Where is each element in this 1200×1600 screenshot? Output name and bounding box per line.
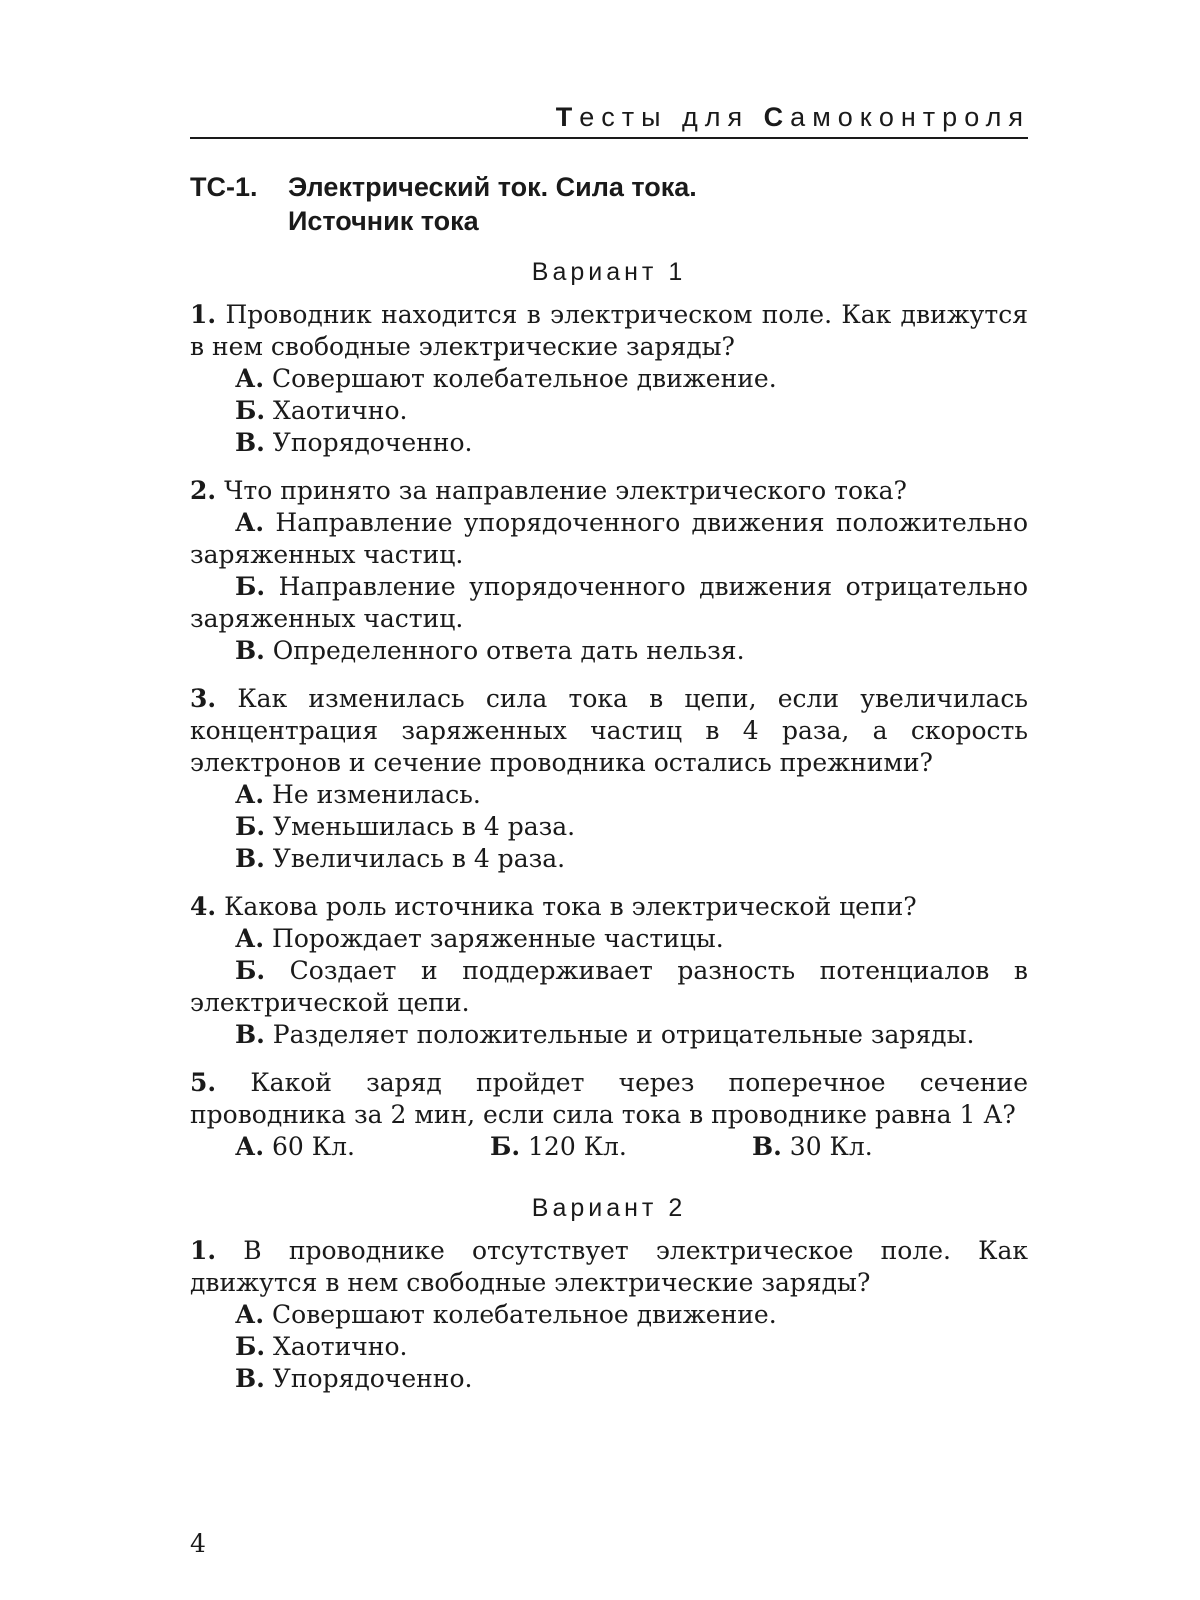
question-number: 1. [190,1236,217,1265]
answer-option-b [490,1131,752,1163]
answer-option-b [190,571,1028,635]
option-key: В. [752,1132,782,1161]
running-head [190,100,1030,134]
running-head-initial-2: С [763,102,791,132]
answer-option-a [235,1131,490,1163]
page-content [190,255,1028,1411]
option-text: 120 Кл. [528,1132,627,1161]
option-text: 60 Кл. [272,1132,355,1161]
option-key: В. [235,636,265,665]
answer-option-v [190,1363,1028,1395]
question-body: Проводник находится в электрическом поле. Как движутся в нем свободные электрические заряды? [190,300,1028,361]
option-key: Б. [235,956,266,985]
running-head-initial-1: Т [555,102,580,132]
question-text [190,299,1028,363]
answer-option-a [190,507,1028,571]
option-text: Совершают колебательное движение. [272,364,777,393]
answer-option-v [190,843,1028,875]
option-key: Б. [235,1332,266,1361]
question-number: 5. [190,1068,217,1097]
page-number: 4 [190,1529,206,1558]
question-number: 2. [190,476,217,505]
option-key: Б. [235,396,266,425]
option-text: Направление упорядоченного движения отрицательно заряженных частиц. [190,572,1028,633]
question-number: 4. [190,892,217,921]
answer-option-v [190,1019,1028,1051]
answer-option-v [752,1131,873,1163]
answer-option-a [190,1299,1028,1331]
option-text: Совершают колебательное движение. [272,1300,777,1329]
section-number: ТС-1. [190,172,258,202]
option-text: Разделяет положительные и отрицательные заряды. [272,1020,975,1049]
option-text: Направление упорядоченного движения положительно заряженных частиц. [190,508,1028,569]
option-text: Увеличилась в 4 раза. [272,844,566,873]
option-key: Б. [490,1132,521,1161]
section-title-line-2: Источник тока [288,206,479,236]
question-text [190,475,1028,507]
option-text: Упорядоченно. [272,428,473,457]
answer-option-a [190,779,1028,811]
option-text: Хаотично. [273,1332,408,1361]
option-key: А. [235,780,265,809]
option-text: Хаотично. [273,396,408,425]
question-body: В проводнике отсутствует электрическое поле. Как движутся в нем свободные электрические заряды? [190,1236,1029,1297]
answer-option-v [190,427,1028,459]
variant-1-heading: Вариант 1 [531,258,687,286]
option-key: А. [235,1300,265,1329]
question-text [190,683,1028,779]
answer-option-b [190,1331,1028,1363]
question-body: Какой заряд пройдет через поперечное сечение проводника за 2 мин, если сила тока в проводнике равна 1 А? [190,1068,1028,1129]
answer-option-b [190,955,1028,1019]
question-text [190,1067,1028,1131]
option-key: В. [235,844,265,873]
answer-options-row [190,1131,1028,1163]
answer-option-v [190,635,1028,667]
answer-option-a [190,923,1028,955]
answer-option-b [190,811,1028,843]
option-key: А. [235,1132,265,1161]
question-body: Что принято за направление электрического тока? [224,476,907,505]
option-text: Порождает заряженные частицы. [272,924,724,953]
option-key: Б. [235,812,266,841]
question-number: 3. [190,684,217,713]
question-v2-1 [190,1235,1028,1395]
option-key: В. [235,1364,265,1393]
option-key: В. [235,1020,265,1049]
option-text: Не изменилась. [272,780,481,809]
header-rule [190,137,1028,139]
question-v1-1 [190,299,1028,459]
option-key: Б. [235,572,266,601]
option-text: 30 Кл. [789,1132,873,1161]
question-text [190,1235,1028,1299]
option-text: Уменьшилась в 4 раза. [273,812,576,841]
running-head-text-2: амоконтроля [790,102,1030,132]
option-text: Создает и поддерживает разность потенциалов в электрической цепи. [190,956,1028,1017]
option-key: В. [235,428,265,457]
question-v1-4 [190,891,1028,1051]
answer-option-b [190,395,1028,427]
option-key: А. [235,508,265,537]
answer-option-a [190,363,1028,395]
running-head-text-1: есты для [579,102,764,132]
question-v1-5 [190,1067,1028,1163]
option-key: А. [235,924,265,953]
option-key: А. [235,364,265,393]
section-title-line-1: Электрический ток. Сила тока. [288,172,697,202]
question-v1-2 [190,475,1028,667]
option-text: Упорядоченно. [272,1364,473,1393]
question-body: Какова роль источника тока в электрической цепи? [224,892,917,921]
question-body: Как изменилась сила тока в цепи, если увеличилась концентрация заряженных частиц в 4 раза, а скорость электронов и сечение проводника остались прежними? [190,684,1028,777]
question-v1-3 [190,683,1028,875]
option-text: Определенного ответа дать нельзя. [272,636,745,665]
section-title [190,170,1030,238]
variant-2-heading: Вариант 2 [531,1194,687,1222]
question-number: 1. [190,300,217,329]
question-text [190,891,1028,923]
